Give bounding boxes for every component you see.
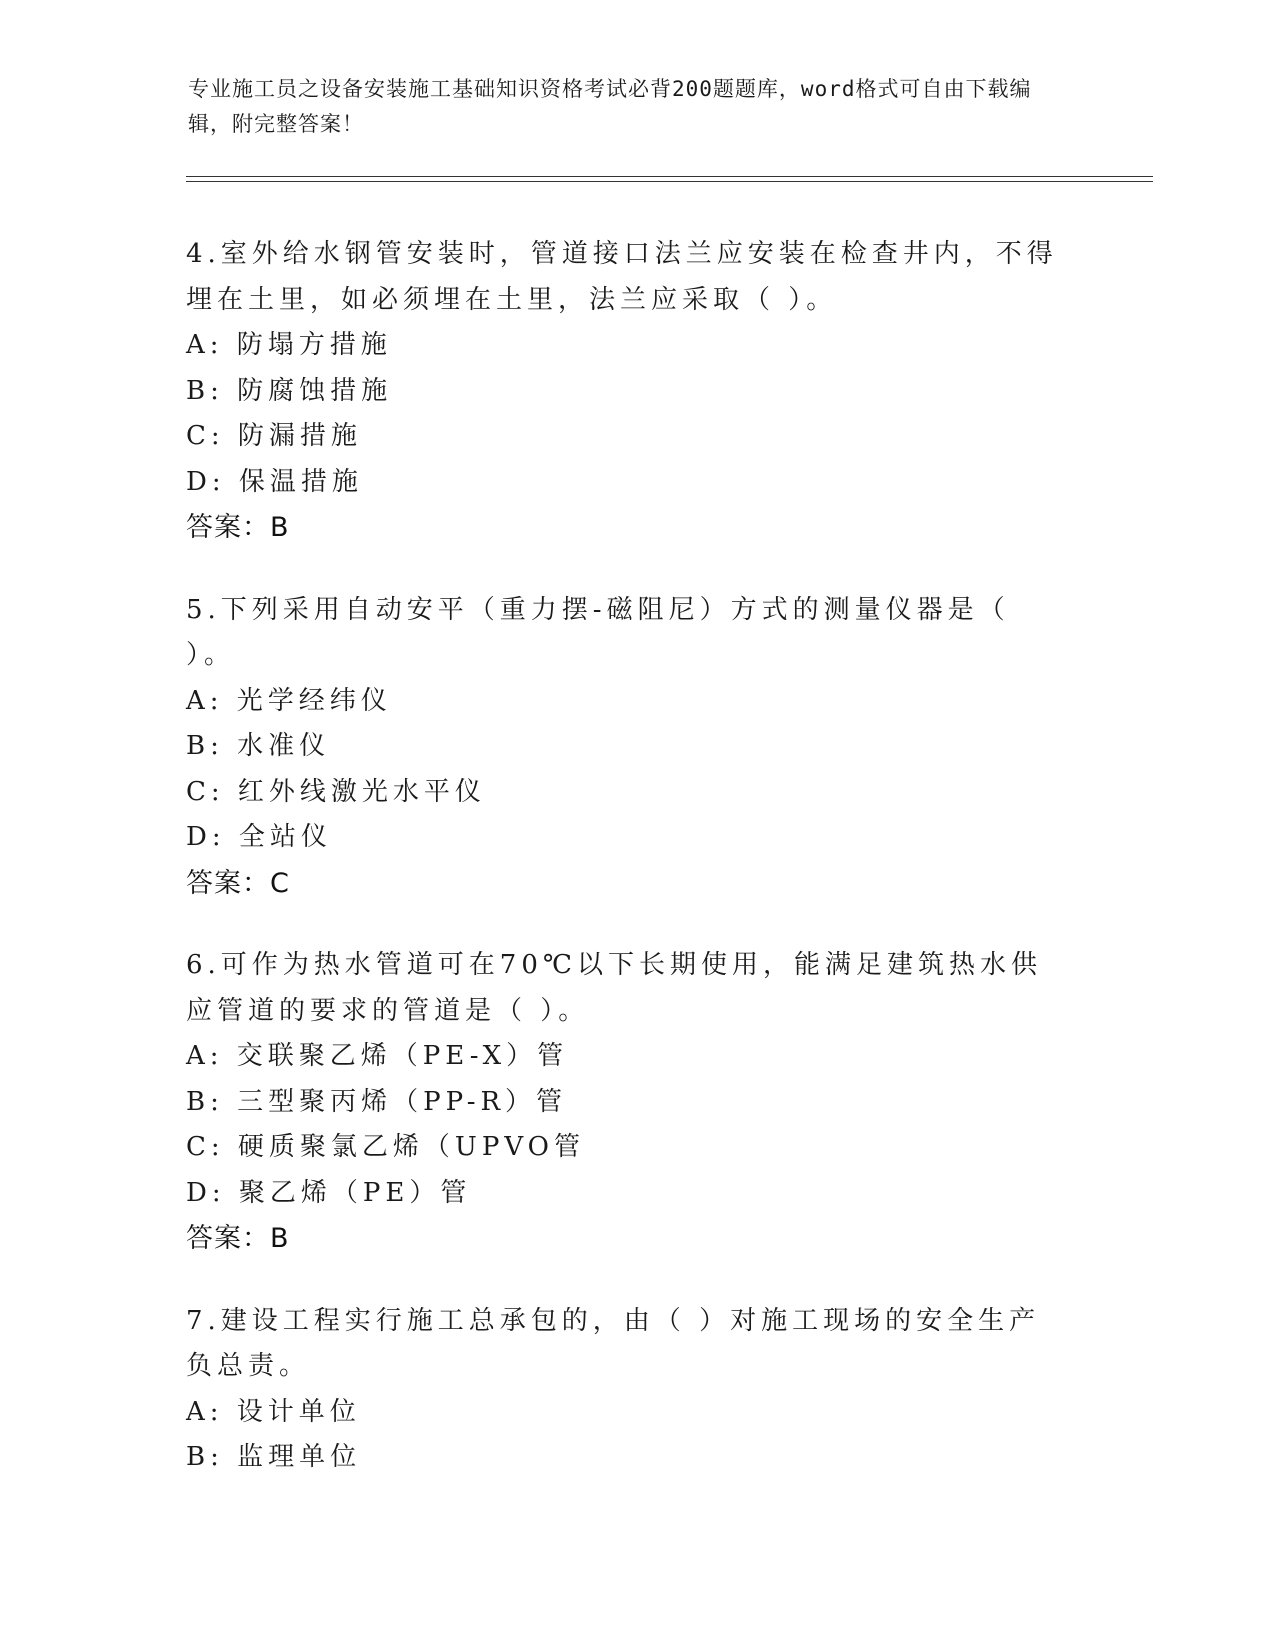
option-b: B: 水准仪 [186, 731, 331, 761]
question-stem: 4.室外给水钢管安装时，管道接口法兰应安装在检查井内，不得埋在土里，如必须埋在土里，法兰应采取（ ）。 [186, 239, 1058, 315]
question-7 [186, 1299, 1086, 1481]
option-a: A: 交联聚乙烯（PE-X）管 [186, 1041, 569, 1071]
option-c: C: 防漏措施 [186, 421, 362, 451]
option-b: B: 监理单位 [186, 1442, 362, 1472]
document-header: 专业施工员之设备安装施工基础知识资格考试必背200题题库，word格式可自由下载编辑，附完整答案！ [188, 77, 1032, 136]
option-b: B: 防腐蚀措施 [186, 375, 393, 406]
option-b: B: 三型聚丙烯（PP-R）管 [186, 1086, 568, 1117]
question-stem: 7.建设工程实行施工总承包的，由（ ）对施工现场的安全生产负总责。 [186, 1305, 1041, 1381]
option-c: C: 硬质聚氯乙烯（UPVO管 [186, 1132, 585, 1162]
header-rule-top [186, 176, 1153, 177]
option-a: A: 防塌方措施 [186, 330, 392, 360]
answer-line: 答案：B [186, 512, 290, 543]
option-d: D: 全站仪 [186, 822, 332, 852]
option-a: A: 光学经纬仪 [186, 685, 392, 716]
option-c: C: 红外线激光水平仪 [186, 776, 486, 807]
option-d: D: 保温措施 [186, 466, 363, 497]
header-rule-bottom [186, 181, 1153, 182]
question-stem: 5.下列采用自动安平（重力摆-磁阻尼）方式的测量仪器是（ ）。 [186, 594, 1010, 670]
question-6 [186, 943, 1086, 1262]
question-list [186, 232, 1086, 1518]
option-a: A: 设计单位 [186, 1396, 361, 1427]
answer-line: 答案：C [186, 867, 290, 899]
question-stem: 6.可作为热水管道可在70℃以下长期使用，能满足建筑热水供应管道的要求的管道是（ ）。 [186, 950, 1042, 1026]
question-5 [186, 588, 1086, 907]
answer-line: 答案：B [186, 1223, 290, 1254]
question-4 [186, 232, 1086, 551]
option-d: D: 聚乙烯（PE）管 [186, 1177, 472, 1208]
